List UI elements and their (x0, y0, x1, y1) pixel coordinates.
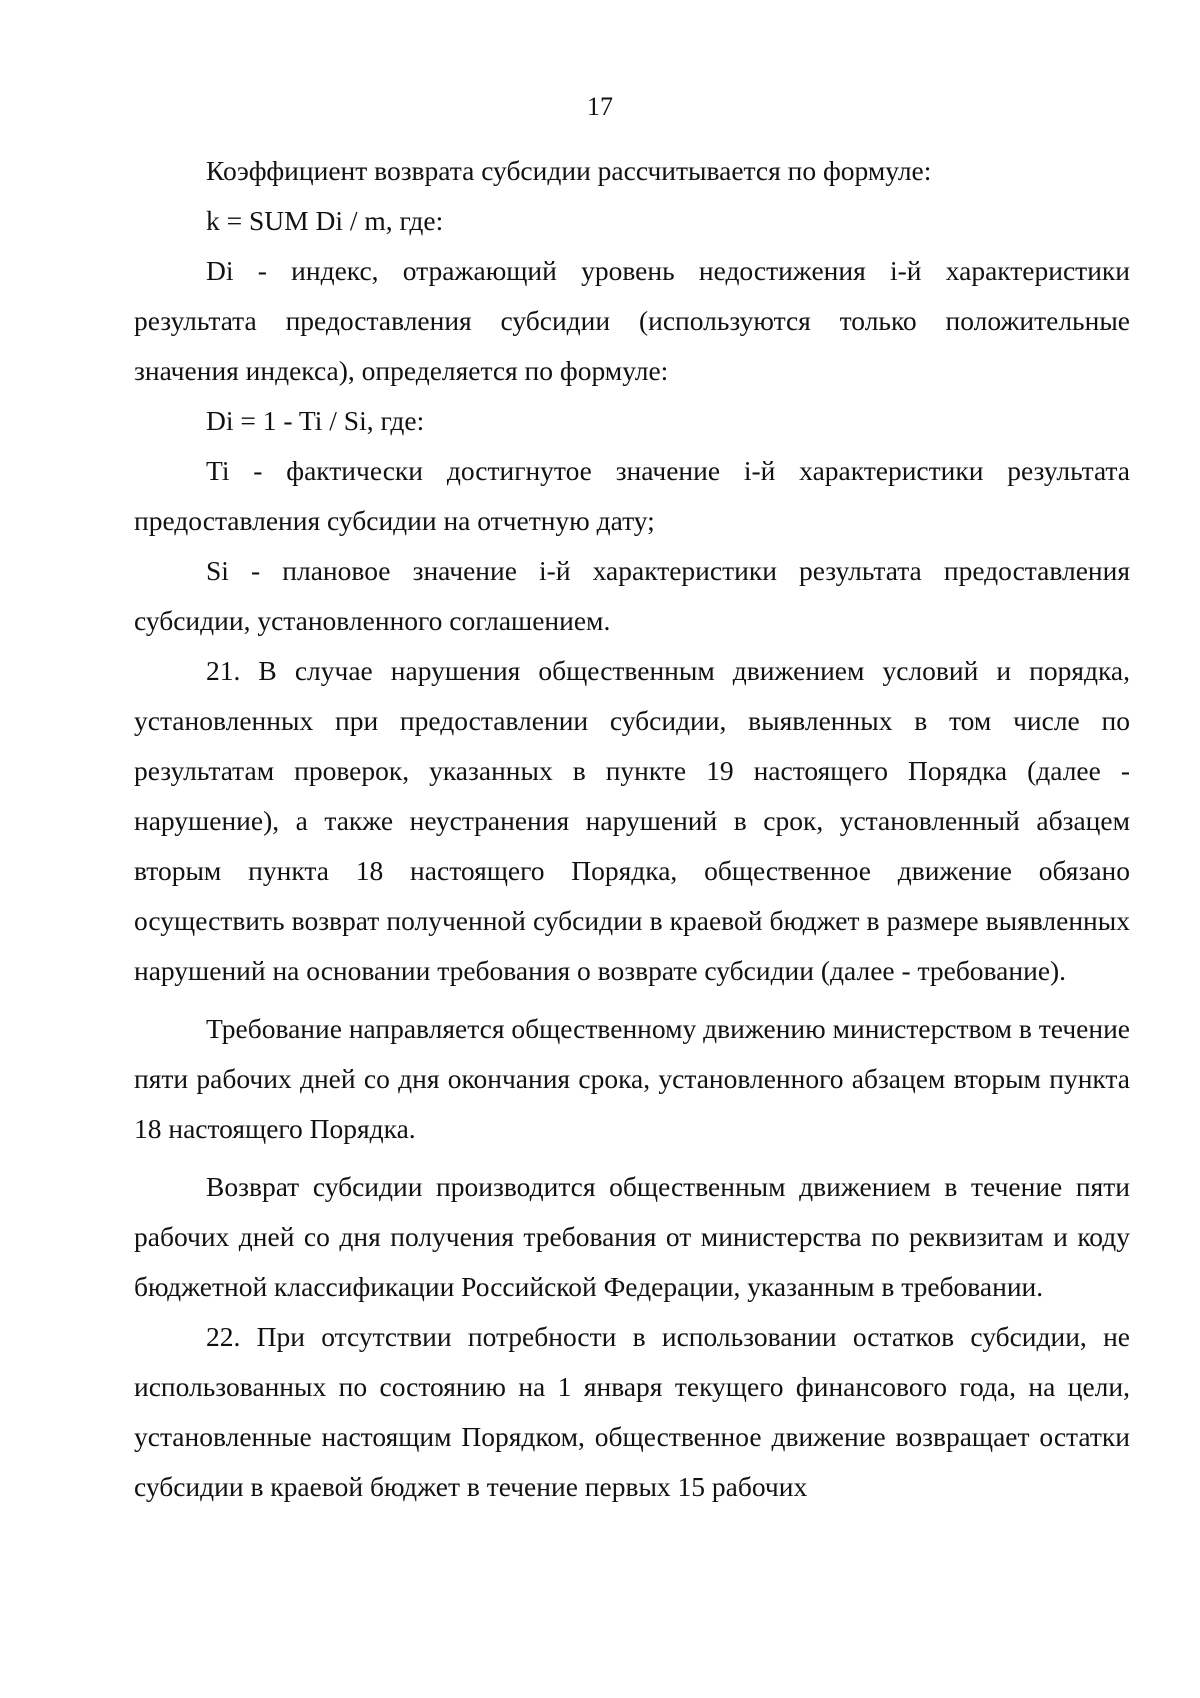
paragraph-si-definition: Si - плановое значение i-й характеристики результата предоставления субсидии, установленного соглашением. (134, 555, 1130, 636)
paragraph-di-definition: Di - индекс, отражающий уровень недостижения i-й характеристики результата предоставления субсидии (используются только положительные значения индекса), определяется по формуле: (134, 255, 1130, 386)
paragraph-clause-22: 22. При отсутствии потребности в использовании остатков субсидии, не использованных по состоянию на 1 января текущего финансового года, на цели, установленные настоящим Порядком, общественное движение возвращает остатки субсидии в краевой бюджет в течение первых 15 рабочих (134, 1321, 1130, 1502)
paragraph-ti-definition: Ti - фактически достигнутое значение i-й характеристики результата предоставления субсидии на отчетную дату; (134, 455, 1130, 536)
paragraph-requirement-sent: Требование направляется общественному движению министерством в течение пяти рабочих дней со дня окончания срока, установленного абзацем вторым пункта 18 настоящего Порядка. (134, 1013, 1130, 1144)
paragraph-subsidy-return: Возврат субсидии производится общественным движением в течение пяти рабочих дней со дня получения требования от министерства по реквизитам и коду бюджетной классификации Российской Федерации, указанным в требовании. (134, 1171, 1130, 1302)
paragraph-coefficient-intro: Коэффициент возврата субсидии рассчитывается по формуле: (206, 155, 932, 186)
formula-di: Di = 1 - Ti / Si, где: (206, 405, 425, 436)
page-number: 17 (587, 92, 613, 121)
formula-k: k = SUM Di / m, где: (206, 205, 444, 236)
paragraph-clause-21: 21. В случае нарушения общественным движением условий и порядка, установленных при предоставлении субсидии, выявленных в том числе по результатам проверок, указанных в пункте 19 настоящего Порядка (далее - нарушение), а также неустранения нарушений в срок, установленный абзацем вторым пункта 18 настоящего Порядка, общественное движение обязано осуществить возврат полученной субсидии в краевой бюджет в размере выявленных нарушений на основании требования о возврате субсидии (далее - требование). (134, 655, 1130, 986)
document-body (134, 146, 1130, 1512)
